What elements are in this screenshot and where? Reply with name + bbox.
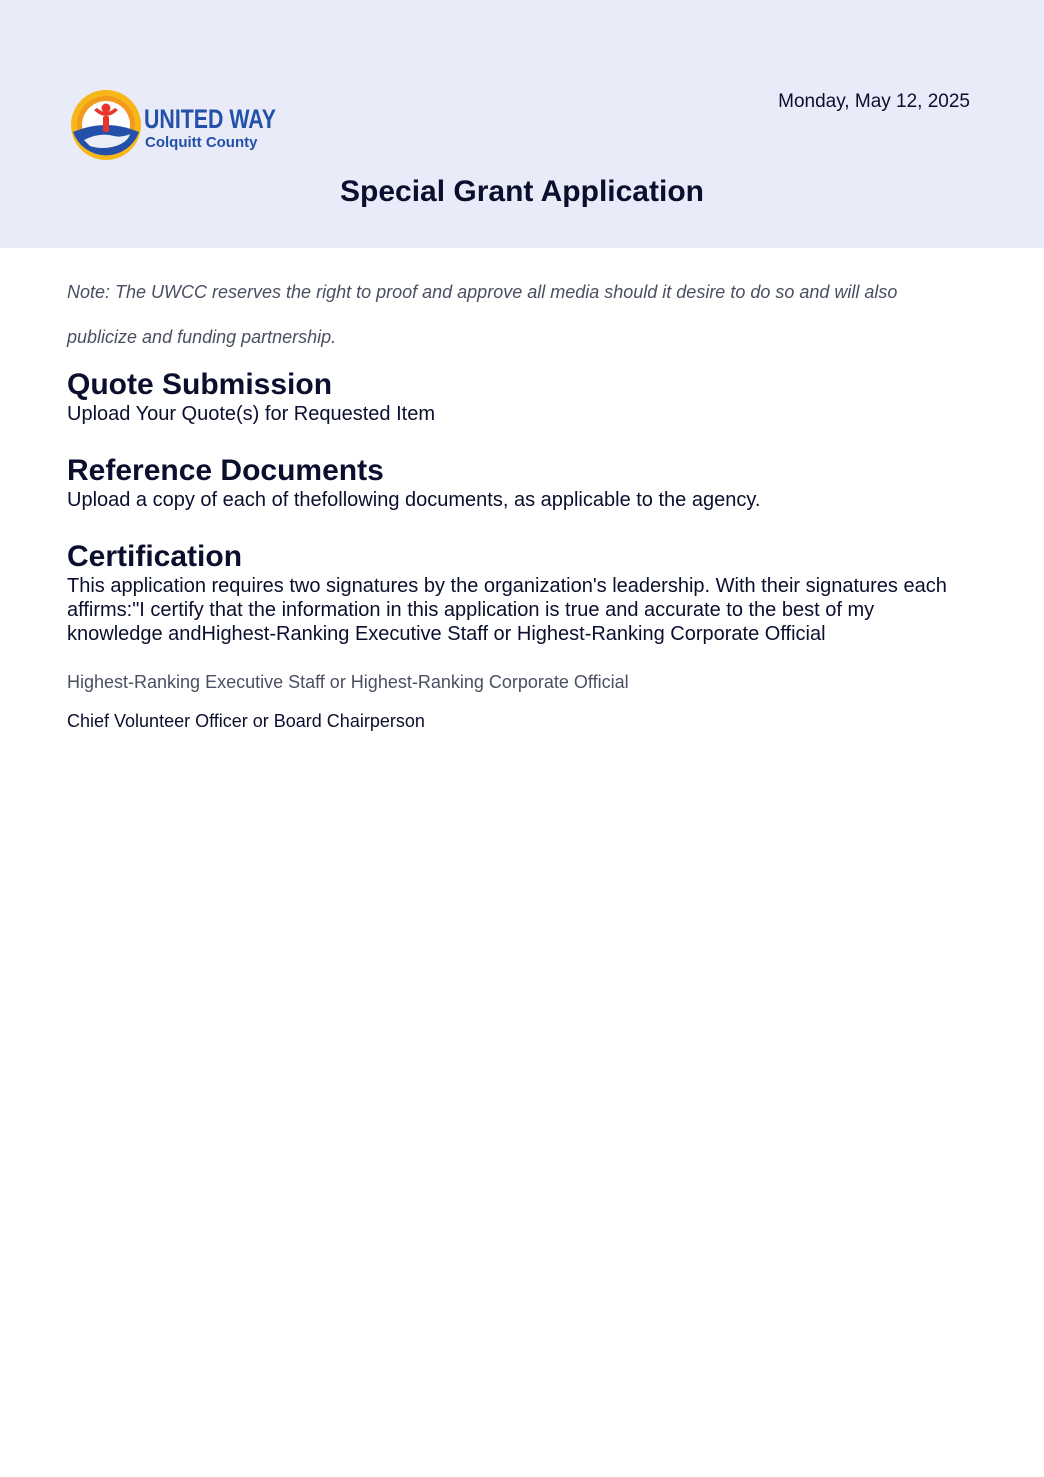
united-way-logo-icon	[70, 88, 280, 164]
document-body	[67, 276, 967, 732]
quote-submission-section	[67, 368, 967, 426]
page-header	[0, 0, 1044, 248]
section-body: Upload a copy of each of thefollowing documents, as applicable to the agency.	[67, 489, 761, 511]
section-heading: Certification	[67, 540, 243, 573]
page-title: Special Grant Application	[340, 175, 704, 208]
united-way-logo	[70, 88, 280, 164]
certification-section	[67, 540, 967, 646]
section-body: Upload Your Quote(s) for Requested Item	[67, 403, 435, 425]
signer-chairperson-label: Chief Volunteer Officer or Board Chairperson	[67, 711, 425, 731]
section-heading: Quote Submission	[67, 368, 333, 401]
section-heading: Reference Documents	[67, 454, 384, 487]
reference-documents-section	[67, 454, 967, 512]
document-date: Monday, May 12, 2025	[778, 91, 970, 112]
logo-line1: UNITED WAY	[144, 104, 276, 134]
logo-line2: Colquitt County	[145, 134, 258, 151]
media-note: Note: The UWCC reserves the right to proof and approve all media should it desire to do so and will also publicize and funding partnership.	[67, 282, 898, 347]
signer-executive-label: Highest-Ranking Executive Staff or Highest-Ranking Corporate Official	[67, 672, 629, 692]
section-body: This application requires two signatures by the organization's leadership. With their signatures each affirms:"I certify that the information in this application is true and accurate to the best of my knowledge andHighest-Ranking Executive Staff or Highest-Ranking Corporate Official	[67, 575, 947, 645]
